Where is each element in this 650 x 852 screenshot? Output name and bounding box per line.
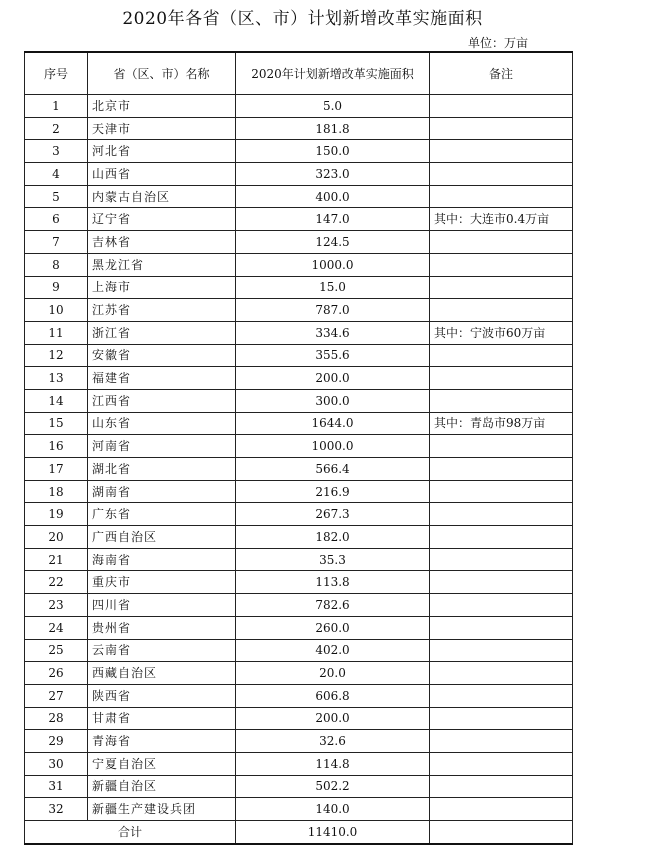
row-province: 江西省: [88, 389, 236, 412]
row-index: 32: [25, 798, 88, 821]
row-area: 502.2: [236, 775, 430, 798]
row-province: 青海省: [88, 730, 236, 753]
row-note: [430, 798, 573, 821]
row-area: 355.6: [236, 344, 430, 367]
page-title: 2020年各省（区、市）计划新增改革实施面积: [122, 9, 483, 29]
row-area: 15.0: [236, 276, 430, 299]
row-province: 海南省: [88, 548, 236, 571]
row-area: 782.6: [236, 594, 430, 617]
table-row: [25, 480, 573, 503]
row-index: 13: [25, 367, 88, 390]
row-note: [430, 253, 573, 276]
row-province: 内蒙古自治区: [88, 185, 236, 208]
row-index: 3: [25, 140, 88, 163]
row-area: 200.0: [236, 367, 430, 390]
row-note: [430, 526, 573, 549]
row-province: 北京市: [88, 95, 236, 118]
table-row: [25, 231, 573, 254]
header-note: 备注: [430, 52, 573, 95]
row-note: 其中：青岛市98万亩: [430, 412, 573, 435]
row-area: 267.3: [236, 503, 430, 526]
row-note: [430, 389, 573, 412]
row-area: 113.8: [236, 571, 430, 594]
table-row: [25, 95, 573, 118]
table-row: [25, 707, 573, 730]
row-area: 182.0: [236, 526, 430, 549]
row-index: 14: [25, 389, 88, 412]
row-index: 6: [25, 208, 88, 231]
row-index: 21: [25, 548, 88, 571]
row-province: 湖南省: [88, 480, 236, 503]
row-area: 606.8: [236, 684, 430, 707]
row-area: 216.9: [236, 480, 430, 503]
table-header-row: [25, 52, 573, 95]
row-note: 其中：宁波市60万亩: [430, 321, 573, 344]
table-row: [25, 730, 573, 753]
row-index: 11: [25, 321, 88, 344]
row-province: 四川省: [88, 594, 236, 617]
row-province: 广东省: [88, 503, 236, 526]
row-area: 147.0: [236, 208, 430, 231]
row-province: 江苏省: [88, 299, 236, 322]
row-index: 8: [25, 253, 88, 276]
row-province: 新疆生产建设兵团: [88, 798, 236, 821]
row-note: [430, 775, 573, 798]
row-index: 31: [25, 775, 88, 798]
table-row: [25, 299, 573, 322]
plan-area-table: [24, 51, 573, 845]
row-index: 19: [25, 503, 88, 526]
row-note: [430, 548, 573, 571]
table-row: [25, 435, 573, 458]
row-index: 25: [25, 639, 88, 662]
table-row: [25, 321, 573, 344]
row-index: 27: [25, 684, 88, 707]
row-province: 福建省: [88, 367, 236, 390]
header-area: 2020年计划新增改革实施面积: [236, 52, 430, 95]
row-area: 140.0: [236, 798, 430, 821]
row-index: 24: [25, 616, 88, 639]
row-province: 河南省: [88, 435, 236, 458]
row-area: 114.8: [236, 752, 430, 775]
row-area: 20.0: [236, 662, 430, 685]
row-area: 260.0: [236, 616, 430, 639]
row-index: 23: [25, 594, 88, 617]
row-note: [430, 276, 573, 299]
row-note: [430, 95, 573, 118]
row-index: 12: [25, 344, 88, 367]
row-index: 4: [25, 163, 88, 186]
row-note: [430, 185, 573, 208]
row-note: [430, 344, 573, 367]
row-note: [430, 435, 573, 458]
row-index: 20: [25, 526, 88, 549]
row-province: 重庆市: [88, 571, 236, 594]
table-row: [25, 117, 573, 140]
row-province: 云南省: [88, 639, 236, 662]
row-index: 18: [25, 480, 88, 503]
row-note: [430, 752, 573, 775]
row-area: 200.0: [236, 707, 430, 730]
table-row: [25, 752, 573, 775]
total-row: [25, 821, 573, 844]
table-row: [25, 616, 573, 639]
row-province: 西藏自治区: [88, 662, 236, 685]
row-province: 新疆自治区: [88, 775, 236, 798]
table-row: [25, 276, 573, 299]
row-province: 浙江省: [88, 321, 236, 344]
unit-label: 单位：万亩: [468, 36, 529, 50]
row-note: [430, 140, 573, 163]
table-row: [25, 548, 573, 571]
row-index: 10: [25, 299, 88, 322]
table-row: [25, 344, 573, 367]
row-province: 辽宁省: [88, 208, 236, 231]
table-row: [25, 140, 573, 163]
row-note: [430, 684, 573, 707]
row-area: 5.0: [236, 95, 430, 118]
row-note: [430, 231, 573, 254]
row-province: 黑龙江省: [88, 253, 236, 276]
table-row: [25, 208, 573, 231]
row-area: 300.0: [236, 389, 430, 412]
table-row: [25, 367, 573, 390]
table-row: [25, 571, 573, 594]
header-index: 序号: [25, 52, 88, 95]
row-area: 1000.0: [236, 435, 430, 458]
row-area: 566.4: [236, 458, 430, 481]
row-index: 17: [25, 458, 88, 481]
header-province: 省（区、市）名称: [88, 52, 236, 95]
table-row: [25, 389, 573, 412]
row-province: 贵州省: [88, 616, 236, 639]
row-province: 天津市: [88, 117, 236, 140]
row-area: 400.0: [236, 185, 430, 208]
row-index: 1: [25, 95, 88, 118]
table-row: [25, 253, 573, 276]
row-note: [430, 730, 573, 753]
row-area: 787.0: [236, 299, 430, 322]
row-area: 150.0: [236, 140, 430, 163]
row-area: 402.0: [236, 639, 430, 662]
row-province: 山西省: [88, 163, 236, 186]
row-province: 山东省: [88, 412, 236, 435]
row-province: 安徽省: [88, 344, 236, 367]
table-row: [25, 639, 573, 662]
row-note: [430, 163, 573, 186]
row-note: [430, 299, 573, 322]
table-row: [25, 775, 573, 798]
row-index: 30: [25, 752, 88, 775]
row-index: 5: [25, 185, 88, 208]
total-label: 合计: [25, 821, 236, 844]
row-note: [430, 367, 573, 390]
row-index: 26: [25, 662, 88, 685]
table-row: [25, 526, 573, 549]
row-note: [430, 616, 573, 639]
row-index: 22: [25, 571, 88, 594]
table-row: [25, 798, 573, 821]
total-area: 11410.0: [236, 821, 430, 844]
row-area: 1644.0: [236, 412, 430, 435]
row-note: [430, 639, 573, 662]
table-row: [25, 684, 573, 707]
row-index: 2: [25, 117, 88, 140]
table-row: [25, 185, 573, 208]
row-index: 16: [25, 435, 88, 458]
row-area: 323.0: [236, 163, 430, 186]
total-note: [430, 821, 573, 844]
row-province: 上海市: [88, 276, 236, 299]
row-province: 陕西省: [88, 684, 236, 707]
row-area: 334.6: [236, 321, 430, 344]
row-index: 15: [25, 412, 88, 435]
row-note: [430, 594, 573, 617]
row-note: [430, 571, 573, 594]
table-row: [25, 163, 573, 186]
row-note: 其中：大连市0.4万亩: [430, 208, 573, 231]
row-area: 181.8: [236, 117, 430, 140]
row-note: [430, 458, 573, 481]
row-index: 9: [25, 276, 88, 299]
table-row: [25, 503, 573, 526]
row-province: 广西自治区: [88, 526, 236, 549]
row-province: 湖北省: [88, 458, 236, 481]
row-province: 宁夏自治区: [88, 752, 236, 775]
row-area: 1000.0: [236, 253, 430, 276]
row-note: [430, 503, 573, 526]
table-row: [25, 662, 573, 685]
row-index: 28: [25, 707, 88, 730]
row-index: 29: [25, 730, 88, 753]
row-area: 35.3: [236, 548, 430, 571]
row-note: [430, 480, 573, 503]
row-area: 32.6: [236, 730, 430, 753]
row-note: [430, 707, 573, 730]
row-province: 吉林省: [88, 231, 236, 254]
row-province: 甘肃省: [88, 707, 236, 730]
row-index: 7: [25, 231, 88, 254]
row-province: 河北省: [88, 140, 236, 163]
table-row: [25, 594, 573, 617]
table-row: [25, 458, 573, 481]
row-note: [430, 662, 573, 685]
row-area: 124.5: [236, 231, 430, 254]
row-note: [430, 117, 573, 140]
table-row: [25, 412, 573, 435]
